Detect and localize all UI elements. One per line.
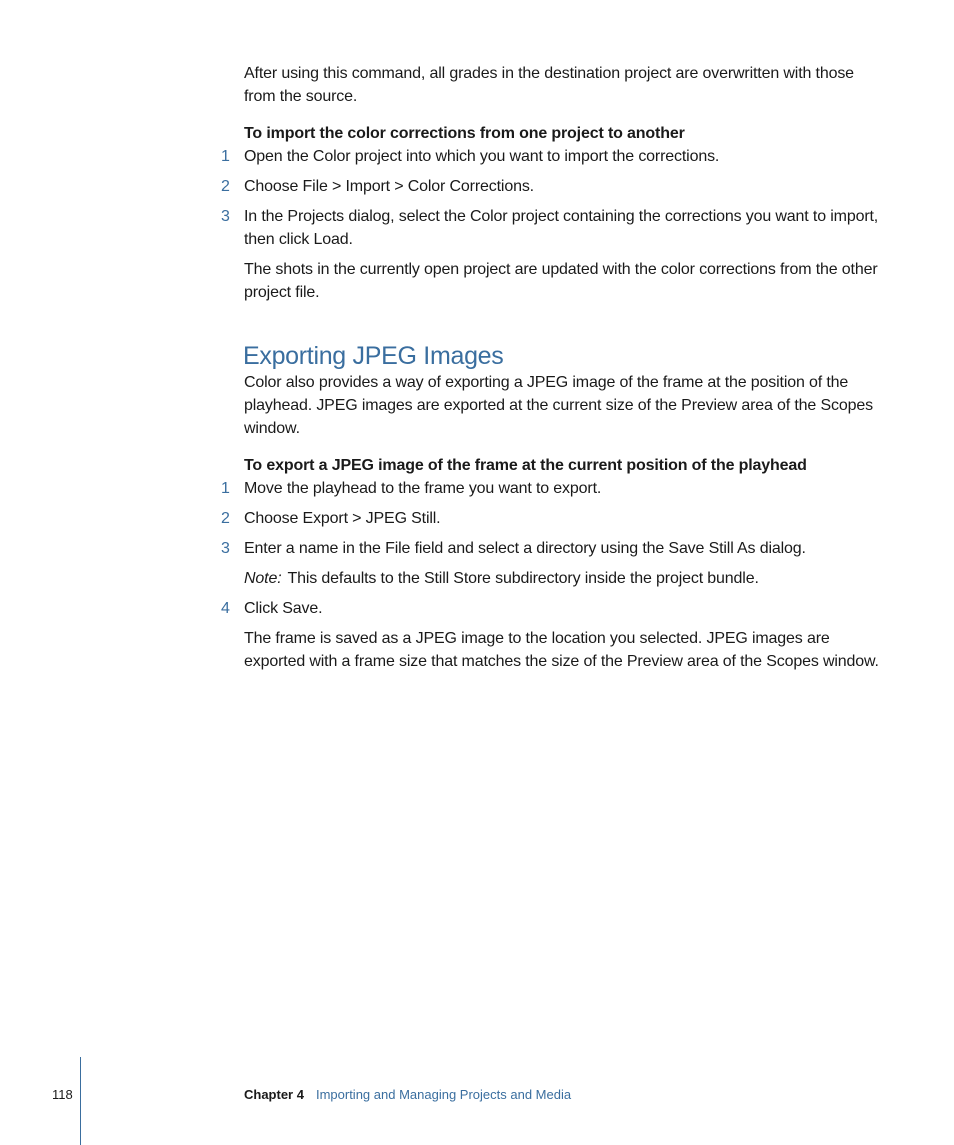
- import-step-2-text: Choose File > Import > Color Corrections.: [244, 178, 534, 195]
- section-heading-exporting-jpeg: Exporting JPEG Images: [243, 342, 504, 370]
- page-number: 118: [52, 1087, 73, 1102]
- export-step-4-number: 4: [221, 600, 230, 617]
- import-step-1-number: 1: [221, 148, 230, 165]
- export-step-3-number: 3: [221, 540, 230, 557]
- chapter-title: Importing and Managing Projects and Media: [315, 1087, 572, 1102]
- import-task-heading: To import the color corrections from one project to another: [244, 125, 685, 142]
- export-step-2-text: Choose Export > JPEG Still.: [244, 510, 441, 527]
- import-step-1-text: Open the Color project into which you want to import the corrections.: [244, 148, 720, 165]
- note-text: This defaults to the Still Store subdirectory inside the project bundle.: [287, 570, 759, 587]
- footer-chapter: [244, 1086, 571, 1104]
- export-task-heading: To export a JPEG image of the frame at the current position of the playhead: [244, 457, 807, 474]
- import-step-3-text: In the Projects dialog, select the Color project containing the corrections you want to import, then click Load.: [244, 208, 879, 248]
- intro-paragraph: After using this command, all grades in the destination project are overwritten with those from the source.: [244, 65, 854, 105]
- export-step-3-text: Enter a name in the File field and select a directory using the Save Still As dialog.: [244, 540, 806, 557]
- import-step-2-number: 2: [221, 178, 230, 195]
- export-result-paragraph: The frame is saved as a JPEG image to the location you selected. JPEG images are exported with a frame size that matches the size of the Preview area of the Scopes window.: [244, 630, 879, 670]
- chapter-label: Chapter 4: [244, 1087, 304, 1102]
- export-step-4-text: Click Save.: [244, 600, 323, 617]
- export-intro-paragraph: Color also provides a way of exporting a JPEG image of the frame at the position of the playhead. JPEG images are exported at the current size of the Preview area of the Scopes window.: [244, 374, 873, 437]
- export-step-1-text: Move the playhead to the frame you want to export.: [244, 480, 602, 497]
- import-result-paragraph: The shots in the currently open project are updated with the color corrections from the other project file.: [244, 261, 878, 301]
- import-step-3-number: 3: [221, 208, 230, 225]
- export-step-1-number: 1: [221, 480, 230, 497]
- footer-divider: [80, 1057, 81, 1145]
- note-label: Note:: [244, 570, 282, 587]
- export-step-2-number: 2: [221, 510, 230, 527]
- export-note: [244, 567, 884, 590]
